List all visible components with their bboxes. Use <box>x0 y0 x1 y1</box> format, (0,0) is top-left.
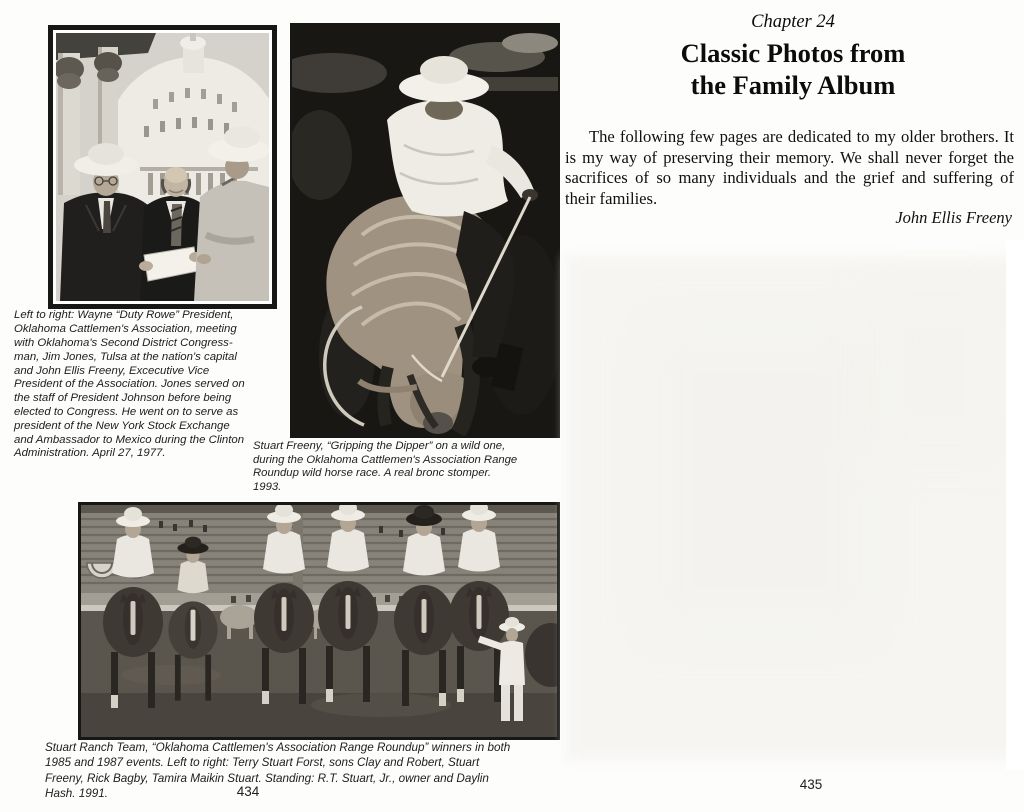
scan-artifact <box>1006 240 1024 770</box>
chapter-label: Chapter 24 <box>751 12 835 32</box>
bronc-ride-photo <box>292 25 558 436</box>
capitol-meeting-photo <box>56 33 269 301</box>
capitol-meeting-photo-frame <box>48 25 277 309</box>
author-attribution: John Ellis Freeny <box>895 208 1012 227</box>
page-number-right: 435 <box>799 777 823 792</box>
chapter-title <box>563 37 1023 101</box>
scan-artifact <box>860 280 1010 460</box>
chapter-heading <box>563 12 1023 101</box>
bronc-photo-caption: Stuart Freeny, “Gripping the Dipper” on a wild one, during the Oklahoma Cattlemen's Association Range Roundup wild horse race. A real bronc stomper. 1993. <box>253 440 518 493</box>
scan-artifact <box>566 256 1024 760</box>
scan-artifact <box>640 320 880 640</box>
ranch-photo-caption: Stuart Ranch Team, “Oklahoma Cattlemen's Association Range Roundup” winners in both 1985 and 1987 events. Left to right: Terry Stuart Forst, sons Clay and Robert, Stuart Freeny, Rick Bagby, Tamira Maikin Stuart. Standing: R.T. Stuart, Jr., owner and Daylin Hash. 1991. <box>45 740 511 801</box>
chapter-title-line2: the Family Album <box>690 70 896 100</box>
bronc-ride-photo-frame <box>290 23 560 438</box>
page-number-left: 434 <box>236 784 260 799</box>
capitol-photo-caption: Left to right: Wayne “Duty Rowe” President, Oklahoma Cattlemen's Association, meeting with Oklahoma's Second District Congress-man, Jim Jones, Tulsa at the nation's capital and John Ellis Freeny, Excecutive Vice President of the Association. Jones served on the staff of President Johnson before being elected to Congress. He went on to serve as president of the New York Stock Exchange and Ambassador to Mexico during the Clinton Administration. April 27, 1977. <box>14 309 245 460</box>
ranch-team-photo <box>81 505 557 737</box>
ranch-team-photo-frame <box>78 502 560 740</box>
chapter-intro-paragraph: The following few pages are dedicated to my older brothers. It is my way of preserving their memory. We shall never forget the sacrifices of so many individuals and the grief and suffering of their families. <box>565 127 1014 208</box>
chapter-title-line1: Classic Photos from <box>680 38 906 68</box>
